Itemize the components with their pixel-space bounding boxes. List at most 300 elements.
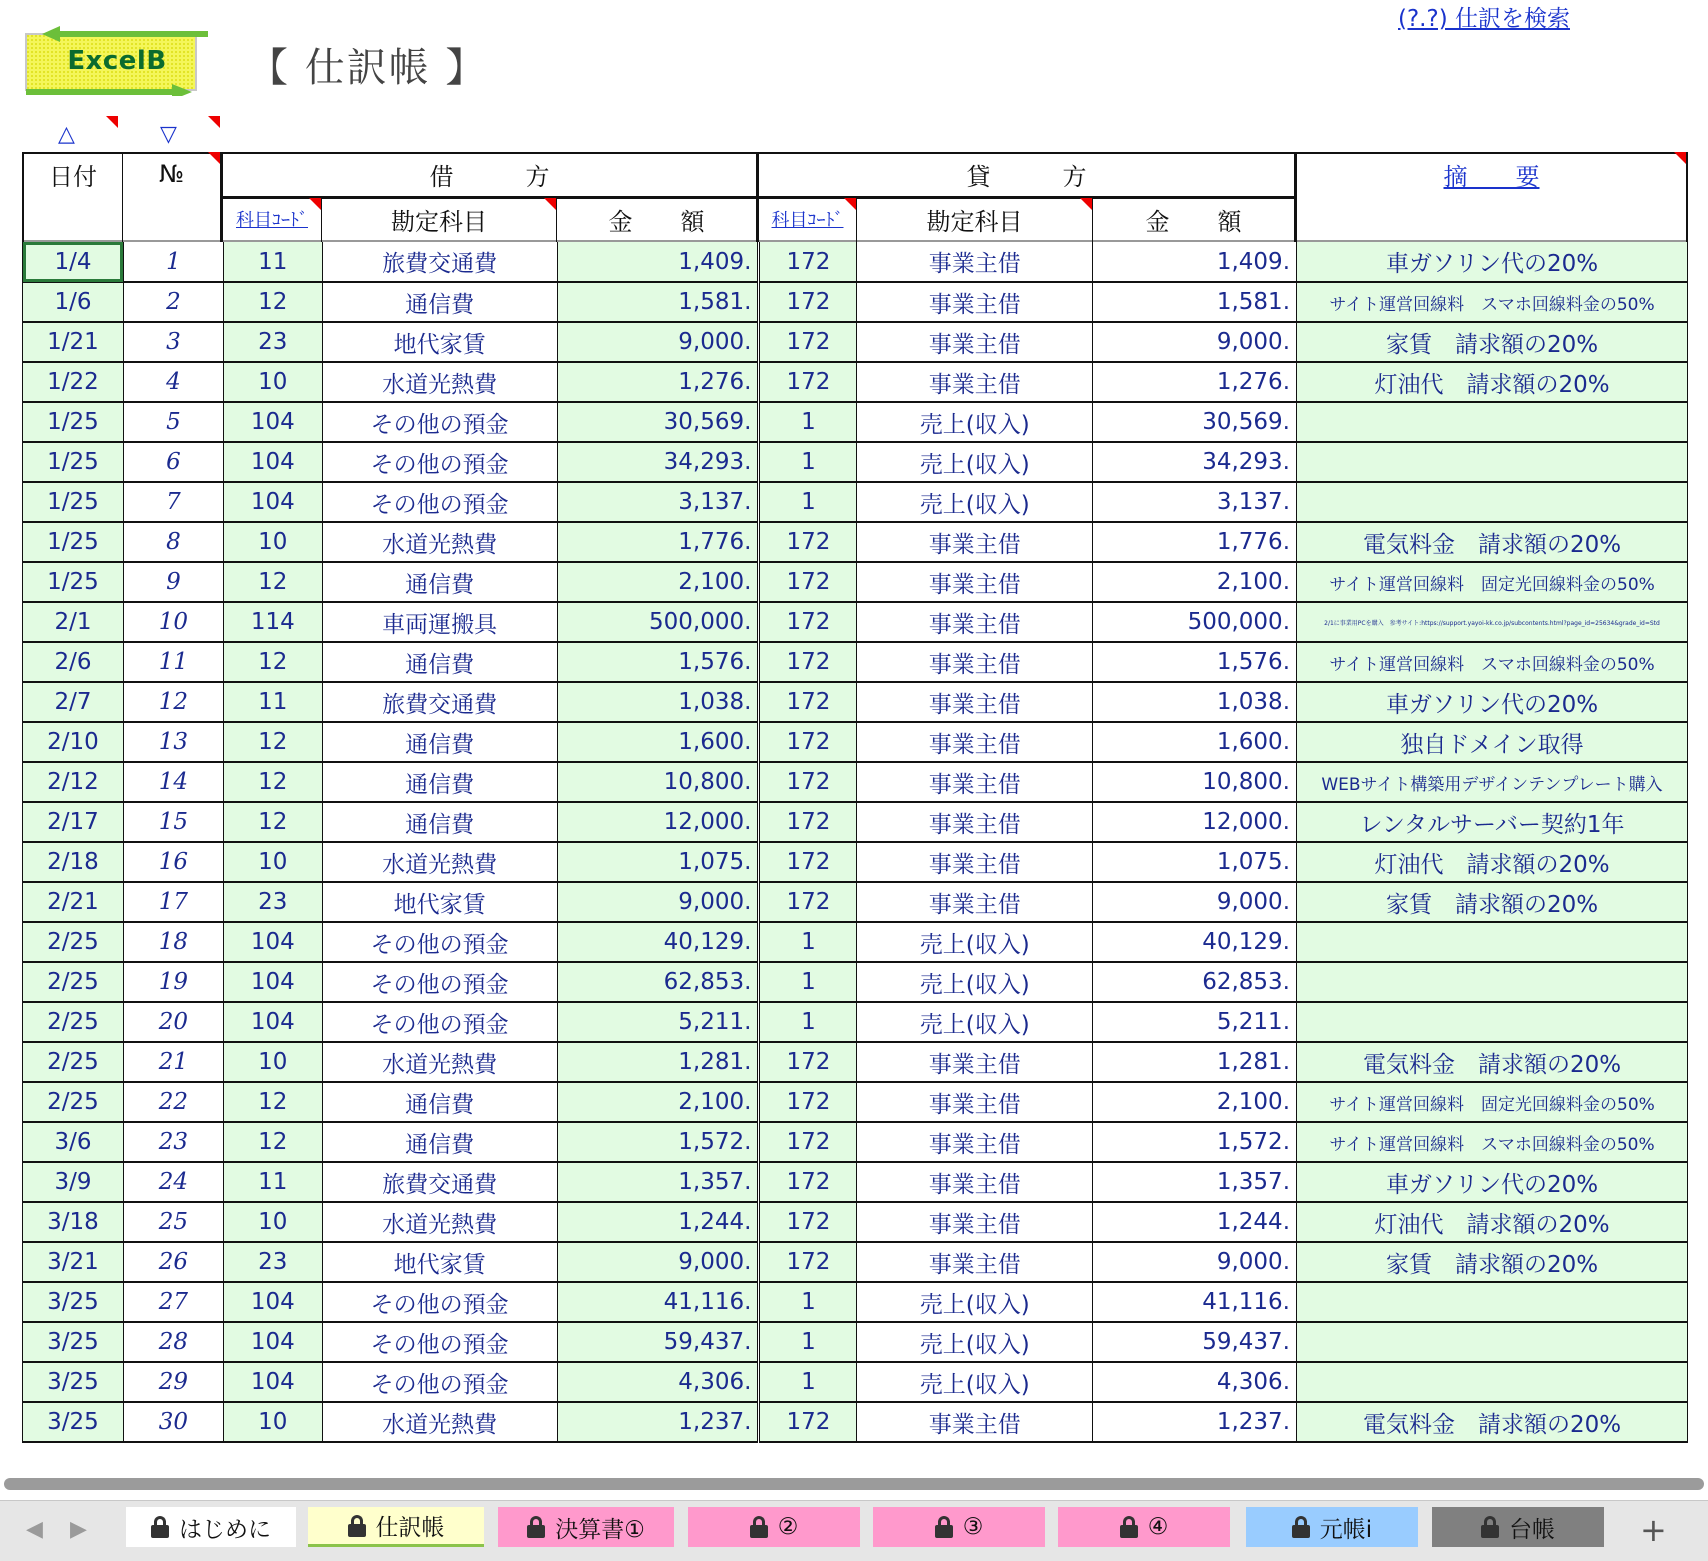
credit-account-cell[interactable]: 売上(収入) bbox=[857, 922, 1093, 962]
date-cell[interactable]: 3/6 bbox=[23, 1122, 124, 1162]
credit-code-cell[interactable]: 1 bbox=[759, 442, 857, 482]
entry-number-cell[interactable]: 11 bbox=[123, 642, 223, 682]
entry-number-cell[interactable]: 27 bbox=[123, 1282, 223, 1322]
date-cell[interactable]: 2/7 bbox=[23, 682, 124, 722]
credit-account-cell[interactable]: 売上(収入) bbox=[857, 1282, 1093, 1322]
summary-cell[interactable]: 車ガソリン代の20% bbox=[1297, 682, 1688, 722]
credit-account-cell[interactable]: 事業主借 bbox=[857, 762, 1093, 802]
summary-cell[interactable] bbox=[1297, 1002, 1688, 1042]
date-cell[interactable]: 3/25 bbox=[23, 1282, 124, 1322]
entry-number-cell[interactable]: 14 bbox=[123, 762, 223, 802]
date-cell[interactable]: 2/18 bbox=[23, 842, 124, 882]
entry-number-cell[interactable]: 17 bbox=[123, 882, 223, 922]
summary-cell[interactable] bbox=[1297, 962, 1688, 1002]
summary-cell[interactable]: 灯油代 請求額の20% bbox=[1297, 362, 1688, 402]
credit-account-cell[interactable]: 事業主借 bbox=[857, 802, 1093, 842]
add-sheet-button[interactable]: + bbox=[1640, 1511, 1667, 1549]
debit-amount-cell[interactable]: 500,000. bbox=[557, 602, 759, 642]
debit-amount-cell[interactable]: 9,000. bbox=[557, 322, 759, 362]
entry-number-cell[interactable]: 1 bbox=[123, 242, 223, 282]
debit-account-cell[interactable]: 通信費 bbox=[322, 282, 557, 322]
credit-code-cell[interactable]: 172 bbox=[759, 842, 857, 882]
entry-number-cell[interactable]: 29 bbox=[123, 1362, 223, 1402]
debit-code-cell[interactable]: 12 bbox=[223, 642, 322, 682]
credit-amount-cell[interactable]: 1,572. bbox=[1093, 1122, 1297, 1162]
credit-account-cell[interactable]: 事業主借 bbox=[857, 602, 1093, 642]
debit-code-cell[interactable]: 23 bbox=[223, 882, 322, 922]
credit-account-cell[interactable]: 売上(収入) bbox=[857, 1002, 1093, 1042]
credit-account-cell[interactable]: 事業主借 bbox=[857, 1242, 1093, 1282]
credit-account-cell[interactable]: 事業主借 bbox=[857, 882, 1093, 922]
entry-number-cell[interactable]: 16 bbox=[123, 842, 223, 882]
debit-amount-cell[interactable]: 1,572. bbox=[557, 1122, 759, 1162]
debit-code-cell[interactable]: 12 bbox=[223, 802, 322, 842]
summary-cell[interactable]: 車ガソリン代の20% bbox=[1297, 1162, 1688, 1202]
debit-amount-cell[interactable]: 2,100. bbox=[557, 1082, 759, 1122]
debit-code-cell[interactable]: 104 bbox=[223, 922, 322, 962]
summary-cell[interactable] bbox=[1297, 482, 1688, 522]
credit-code-cell[interactable]: 172 bbox=[759, 322, 857, 362]
debit-account-cell[interactable]: 通信費 bbox=[322, 642, 557, 682]
debit-account-cell[interactable]: その他の預金 bbox=[322, 1322, 557, 1362]
table-row bbox=[23, 282, 1688, 322]
date-cell[interactable]: 1/21 bbox=[23, 322, 124, 362]
summary-cell[interactable]: レンタルサーバー契約1年 bbox=[1297, 802, 1688, 842]
summary-cell[interactable]: 家賃 請求額の20% bbox=[1297, 322, 1688, 362]
debit-code-cell[interactable]: 12 bbox=[223, 282, 322, 322]
debit-account-cell[interactable]: 通信費 bbox=[322, 1082, 557, 1122]
credit-amount-cell[interactable]: 1,357. bbox=[1093, 1162, 1297, 1202]
credit-code-cell[interactable]: 172 bbox=[759, 362, 857, 402]
tab-next-arrow-icon[interactable]: ▶ bbox=[70, 1517, 87, 1542]
debit-amount-cell[interactable]: 30,569. bbox=[557, 402, 759, 442]
debit-code-cell[interactable]: 10 bbox=[223, 1042, 322, 1082]
debit-code-cell[interactable]: 104 bbox=[223, 482, 322, 522]
sort-descending-button[interactable]: ▽ bbox=[160, 122, 177, 147]
credit-code-cell[interactable]: 1 bbox=[759, 922, 857, 962]
credit-code-cell[interactable]: 172 bbox=[759, 562, 857, 602]
debit-code-column-link[interactable]: 科目ｺｰﾄﾞ bbox=[236, 210, 308, 231]
entry-number-cell[interactable]: 21 bbox=[123, 1042, 223, 1082]
credit-account-cell[interactable]: 事業主借 bbox=[857, 562, 1093, 602]
excelb-logo[interactable] bbox=[22, 26, 212, 96]
credit-code-cell[interactable]: 172 bbox=[759, 522, 857, 562]
summary-cell[interactable] bbox=[1297, 442, 1688, 482]
credit-account-cell[interactable]: 売上(収入) bbox=[857, 482, 1093, 522]
summary-cell[interactable]: WEBサイト構築用デザインテンプレート購入 bbox=[1297, 762, 1688, 802]
debit-code-cell[interactable]: 104 bbox=[223, 1362, 322, 1402]
credit-account-cell[interactable]: 事業主借 bbox=[857, 282, 1093, 322]
entry-number-cell[interactable]: 30 bbox=[123, 1402, 223, 1442]
summary-cell[interactable]: 家賃 請求額の20% bbox=[1297, 1242, 1688, 1282]
date-cell[interactable]: 3/9 bbox=[23, 1162, 124, 1202]
debit-code-cell[interactable]: 114 bbox=[223, 602, 322, 642]
debit-code-cell[interactable]: 104 bbox=[223, 1002, 322, 1042]
debit-code-cell[interactable]: 23 bbox=[223, 1242, 322, 1282]
entry-number-cell[interactable]: 13 bbox=[123, 722, 223, 762]
summary-cell[interactable] bbox=[1297, 1322, 1688, 1362]
summary-cell[interactable]: 電気料金 請求額の20% bbox=[1297, 1402, 1688, 1442]
credit-amount-cell[interactable]: 3,137. bbox=[1093, 482, 1297, 522]
table-row bbox=[23, 642, 1688, 682]
debit-amount-cell[interactable]: 1,038. bbox=[557, 682, 759, 722]
date-cell[interactable]: 1/25 bbox=[23, 442, 124, 482]
debit-amount-cell[interactable]: 10,800. bbox=[557, 762, 759, 802]
credit-code-cell[interactable]: 172 bbox=[759, 282, 857, 322]
debit-code-cell[interactable]: 11 bbox=[223, 682, 322, 722]
summary-cell[interactable]: サイト運営回線料 スマホ回線料金の50% bbox=[1297, 282, 1688, 322]
credit-account-cell[interactable]: 事業主借 bbox=[857, 1082, 1093, 1122]
credit-code-cell[interactable]: 1 bbox=[759, 402, 857, 442]
credit-account-cell[interactable]: 売上(収入) bbox=[857, 1322, 1093, 1362]
sheet-tab[interactable] bbox=[308, 1507, 484, 1547]
date-cell[interactable]: 1/25 bbox=[23, 402, 124, 442]
debit-code-cell[interactable]: 11 bbox=[223, 1162, 322, 1202]
search-journal-link[interactable]: (?.?) 仕訳を検索 bbox=[1398, 6, 1570, 32]
debit-account-cell[interactable]: その他の預金 bbox=[322, 962, 557, 1002]
debit-amount-cell[interactable]: 12,000. bbox=[557, 802, 759, 842]
credit-code-cell[interactable]: 172 bbox=[759, 802, 857, 842]
entry-number-cell[interactable]: 18 bbox=[123, 922, 223, 962]
entry-number-cell[interactable]: 19 bbox=[123, 962, 223, 1002]
debit-account-cell[interactable]: 旅費交通費 bbox=[322, 1162, 557, 1202]
debit-account-cell[interactable]: 通信費 bbox=[322, 802, 557, 842]
credit-amount-cell[interactable]: 2,100. bbox=[1093, 1082, 1297, 1122]
credit-amount-cell[interactable]: 9,000. bbox=[1093, 1242, 1297, 1282]
summary-cell[interactable]: サイト運営回線料 スマホ回線料金の50% bbox=[1297, 642, 1688, 682]
debit-code-cell[interactable]: 10 bbox=[223, 1402, 322, 1442]
debit-code-cell[interactable]: 104 bbox=[223, 1282, 322, 1322]
credit-code-cell[interactable]: 172 bbox=[759, 242, 857, 282]
credit-account-cell[interactable]: 事業主借 bbox=[857, 1042, 1093, 1082]
credit-amount-cell[interactable]: 500,000. bbox=[1093, 602, 1297, 642]
summary-cell[interactable]: 灯油代 請求額の20% bbox=[1297, 1202, 1688, 1242]
summary-cell[interactable]: サイト運営回線料 固定光回線料金の50% bbox=[1297, 1082, 1688, 1122]
debit-code-cell[interactable]: 12 bbox=[223, 562, 322, 602]
credit-code-cell[interactable]: 172 bbox=[759, 602, 857, 642]
debit-amount-cell[interactable]: 41,116. bbox=[557, 1282, 759, 1322]
debit-code-cell[interactable]: 12 bbox=[223, 1122, 322, 1162]
debit-account-cell[interactable]: 水道光熱費 bbox=[322, 522, 557, 562]
date-cell[interactable]: 2/25 bbox=[23, 962, 124, 1002]
date-cell[interactable]: 3/25 bbox=[23, 1322, 124, 1362]
date-cell[interactable]: 1/25 bbox=[23, 522, 124, 562]
debit-amount-cell[interactable]: 1,576. bbox=[557, 642, 759, 682]
debit-account-cell[interactable]: その他の預金 bbox=[322, 922, 557, 962]
credit-account-cell[interactable]: 売上(収入) bbox=[857, 402, 1093, 442]
credit-code-cell[interactable]: 172 bbox=[759, 1402, 857, 1442]
debit-amount-cell[interactable]: 5,211. bbox=[557, 1002, 759, 1042]
debit-account-cell[interactable]: 水道光熱費 bbox=[322, 362, 557, 402]
comment-marker-icon bbox=[106, 116, 118, 128]
debit-account-cell[interactable]: 通信費 bbox=[322, 562, 557, 602]
summary-cell[interactable] bbox=[1297, 922, 1688, 962]
lock-icon bbox=[750, 1516, 768, 1538]
credit-account-cell[interactable]: 事業主借 bbox=[857, 722, 1093, 762]
credit-code-cell[interactable]: 1 bbox=[759, 1322, 857, 1362]
entry-number-cell[interactable]: 12 bbox=[123, 682, 223, 722]
debit-account-cell[interactable]: 水道光熱費 bbox=[322, 1402, 557, 1442]
credit-amount-cell[interactable]: 34,293. bbox=[1093, 442, 1297, 482]
date-cell[interactable]: 2/25 bbox=[23, 1082, 124, 1122]
credit-amount-cell[interactable]: 1,281. bbox=[1093, 1042, 1297, 1082]
date-cell[interactable]: 3/25 bbox=[23, 1402, 124, 1442]
debit-account-cell[interactable]: その他の預金 bbox=[322, 1002, 557, 1042]
entry-number-cell[interactable]: 20 bbox=[123, 1002, 223, 1042]
summary-column-link[interactable]: 摘 要 bbox=[1443, 162, 1540, 191]
debit-account-cell[interactable]: 通信費 bbox=[322, 762, 557, 802]
credit-account-cell[interactable]: 事業主借 bbox=[857, 642, 1093, 682]
debit-amount-cell[interactable]: 1,244. bbox=[557, 1202, 759, 1242]
date-cell[interactable]: 2/12 bbox=[23, 762, 124, 802]
entry-number-cell[interactable]: 5 bbox=[123, 402, 223, 442]
credit-account-cell[interactable]: 事業主借 bbox=[857, 322, 1093, 362]
date-cell[interactable]: 2/1 bbox=[23, 602, 124, 642]
debit-code-cell[interactable]: 104 bbox=[223, 1322, 322, 1362]
sort-ascending-button[interactable]: △ bbox=[58, 122, 75, 147]
credit-amount-cell[interactable]: 1,038. bbox=[1093, 682, 1297, 722]
credit-code-cell[interactable]: 172 bbox=[759, 1042, 857, 1082]
credit-code-cell[interactable]: 1 bbox=[759, 1282, 857, 1322]
credit-code-cell[interactable]: 172 bbox=[759, 722, 857, 762]
credit-account-cell[interactable]: 事業主借 bbox=[857, 1122, 1093, 1162]
credit-amount-cell[interactable]: 1,600. bbox=[1093, 722, 1297, 762]
credit-code-cell[interactable]: 1 bbox=[759, 962, 857, 1002]
debit-amount-cell[interactable]: 34,293. bbox=[557, 442, 759, 482]
debit-code-cell[interactable]: 12 bbox=[223, 1082, 322, 1122]
date-cell[interactable]: 2/25 bbox=[23, 1042, 124, 1082]
credit-amount-cell[interactable]: 2,100. bbox=[1093, 562, 1297, 602]
debit-account-cell[interactable]: 通信費 bbox=[322, 722, 557, 762]
debit-code-cell[interactable]: 104 bbox=[223, 402, 322, 442]
credit-account-cell[interactable]: 事業主借 bbox=[857, 682, 1093, 722]
credit-amount-cell[interactable]: 1,581. bbox=[1093, 282, 1297, 322]
debit-account-cell[interactable]: 水道光熱費 bbox=[322, 842, 557, 882]
debit-account-cell[interactable]: 旅費交通費 bbox=[322, 242, 557, 282]
debit-account-cell[interactable]: 水道光熱費 bbox=[322, 1042, 557, 1082]
date-cell[interactable]: 2/25 bbox=[23, 1002, 124, 1042]
debit-amount-cell[interactable]: 40,129. bbox=[557, 922, 759, 962]
credit-account-cell[interactable]: 売上(収入) bbox=[857, 1362, 1093, 1402]
debit-code-cell[interactable]: 23 bbox=[223, 322, 322, 362]
summary-cell[interactable] bbox=[1297, 1362, 1688, 1402]
credit-amount-cell[interactable]: 1,244. bbox=[1093, 1202, 1297, 1242]
summary-cell[interactable]: サイト運営回線料 スマホ回線料金の50% bbox=[1297, 1122, 1688, 1162]
debit-code-cell[interactable]: 104 bbox=[223, 442, 322, 482]
debit-account-cell[interactable]: その他の預金 bbox=[322, 442, 557, 482]
credit-amount-cell[interactable]: 5,211. bbox=[1093, 1002, 1297, 1042]
debit-amount-cell[interactable]: 1,357. bbox=[557, 1162, 759, 1202]
sheet-tab[interactable] bbox=[498, 1507, 674, 1547]
debit-amount-cell[interactable]: 1,237. bbox=[557, 1402, 759, 1442]
credit-code-cell[interactable]: 172 bbox=[759, 1242, 857, 1282]
summary-cell[interactable]: 電気料金 請求額の20% bbox=[1297, 522, 1688, 562]
credit-code-cell[interactable]: 172 bbox=[759, 1162, 857, 1202]
entry-number-cell[interactable]: 15 bbox=[123, 802, 223, 842]
entry-number-cell[interactable]: 28 bbox=[123, 1322, 223, 1362]
date-cell[interactable]: 3/21 bbox=[23, 1242, 124, 1282]
debit-amount-cell[interactable]: 1,581. bbox=[557, 282, 759, 322]
summary-cell[interactable] bbox=[1297, 1282, 1688, 1322]
debit-amount-cell[interactable]: 62,853. bbox=[557, 962, 759, 1002]
debit-amount-cell[interactable]: 59,437. bbox=[557, 1322, 759, 1362]
credit-account-cell[interactable]: 事業主借 bbox=[857, 242, 1093, 282]
debit-account-cell[interactable]: その他の預金 bbox=[322, 1362, 557, 1402]
debit-amount-cell[interactable]: 2,100. bbox=[557, 562, 759, 602]
credit-account-cell[interactable]: 売上(収入) bbox=[857, 442, 1093, 482]
date-cell[interactable]: 1/25 bbox=[23, 482, 124, 522]
debit-amount-cell[interactable]: 1,075. bbox=[557, 842, 759, 882]
sheet-tab[interactable] bbox=[1058, 1507, 1230, 1547]
entry-number-cell[interactable]: 9 bbox=[123, 562, 223, 602]
credit-amount-cell[interactable]: 40,129. bbox=[1093, 922, 1297, 962]
entry-number-cell[interactable]: 24 bbox=[123, 1162, 223, 1202]
credit-code-cell[interactable]: 1 bbox=[759, 1002, 857, 1042]
credit-amount-cell[interactable]: 10,800. bbox=[1093, 762, 1297, 802]
sheet-tab[interactable] bbox=[873, 1507, 1045, 1547]
summary-cell[interactable]: サイト運営回線料 固定光回線料金の50% bbox=[1297, 562, 1688, 602]
entry-number-cell[interactable]: 8 bbox=[123, 522, 223, 562]
debit-account-cell[interactable]: 地代家賃 bbox=[322, 1242, 557, 1282]
credit-code-cell[interactable]: 172 bbox=[759, 682, 857, 722]
debit-code-cell[interactable]: 10 bbox=[223, 362, 322, 402]
sheet-tab[interactable] bbox=[688, 1507, 860, 1547]
lock-icon bbox=[935, 1516, 953, 1538]
debit-account-cell[interactable]: 地代家賃 bbox=[322, 322, 557, 362]
sheet-tab[interactable] bbox=[126, 1507, 296, 1547]
credit-amount-cell[interactable]: 1,237. bbox=[1093, 1402, 1297, 1442]
credit-amount-cell[interactable]: 1,075. bbox=[1093, 842, 1297, 882]
debit-code-cell[interactable]: 10 bbox=[223, 1202, 322, 1242]
summary-cell[interactable]: 電気料金 請求額の20% bbox=[1297, 1042, 1688, 1082]
date-cell[interactable]: 3/18 bbox=[23, 1202, 124, 1242]
date-cell[interactable]: 1/6 bbox=[23, 282, 124, 322]
summary-cell[interactable]: 独自ドメイン取得 bbox=[1297, 722, 1688, 762]
debit-amount-cell[interactable]: 1,281. bbox=[557, 1042, 759, 1082]
credit-code-cell[interactable]: 172 bbox=[759, 1122, 857, 1162]
lock-icon bbox=[151, 1516, 169, 1538]
credit-amount-cell[interactable]: 30,569. bbox=[1093, 402, 1297, 442]
date-column-header: 日付 bbox=[49, 162, 97, 191]
date-cell[interactable]: 1/22 bbox=[23, 362, 124, 402]
debit-amount-cell[interactable]: 4,306. bbox=[557, 1362, 759, 1402]
entry-number-cell[interactable]: 3 bbox=[123, 322, 223, 362]
debit-code-cell[interactable]: 11 bbox=[223, 242, 322, 282]
credit-amount-cell[interactable]: 59,437. bbox=[1093, 1322, 1297, 1362]
credit-amount-cell[interactable]: 12,000. bbox=[1093, 802, 1297, 842]
summary-cell[interactable]: 車ガソリン代の20% bbox=[1297, 242, 1688, 282]
credit-code-cell[interactable]: 172 bbox=[759, 1202, 857, 1242]
entry-number-cell[interactable]: 6 bbox=[123, 442, 223, 482]
credit-amount-cell[interactable]: 62,853. bbox=[1093, 962, 1297, 1002]
entry-number-cell[interactable]: 25 bbox=[123, 1202, 223, 1242]
credit-amount-cell[interactable]: 1,409. bbox=[1093, 242, 1297, 282]
entry-number-cell[interactable]: 26 bbox=[123, 1242, 223, 1282]
lock-icon bbox=[1292, 1516, 1310, 1538]
credit-amount-cell[interactable]: 4,306. bbox=[1093, 1362, 1297, 1402]
debit-code-cell[interactable]: 10 bbox=[223, 842, 322, 882]
credit-amount-cell[interactable]: 1,776. bbox=[1093, 522, 1297, 562]
date-cell[interactable]: 2/21 bbox=[23, 882, 124, 922]
tab-prev-arrow-icon[interactable]: ◀ bbox=[26, 1517, 43, 1542]
credit-amount-cell[interactable]: 1,576. bbox=[1093, 642, 1297, 682]
debit-account-cell[interactable]: 車両運搬具 bbox=[322, 602, 557, 642]
entry-number-cell[interactable]: 23 bbox=[123, 1122, 223, 1162]
debit-code-cell[interactable]: 12 bbox=[223, 762, 322, 802]
debit-account-cell[interactable]: 水道光熱費 bbox=[322, 1202, 557, 1242]
entry-number-cell[interactable]: 7 bbox=[123, 482, 223, 522]
credit-account-cell[interactable]: 事業主借 bbox=[857, 522, 1093, 562]
debit-account-cell[interactable]: その他の預金 bbox=[322, 1282, 557, 1322]
credit-amount-cell[interactable]: 9,000. bbox=[1093, 882, 1297, 922]
debit-account-cell[interactable]: 地代家賃 bbox=[322, 882, 557, 922]
debit-amount-cell[interactable]: 9,000. bbox=[557, 1242, 759, 1282]
date-cell[interactable]: 2/17 bbox=[23, 802, 124, 842]
summary-cell[interactable] bbox=[1297, 402, 1688, 442]
date-cell[interactable]: 1/25 bbox=[23, 562, 124, 602]
credit-account-cell[interactable]: 売上(収入) bbox=[857, 962, 1093, 1002]
credit-account-cell[interactable]: 事業主借 bbox=[857, 362, 1093, 402]
credit-code-cell[interactable]: 172 bbox=[759, 762, 857, 802]
horizontal-scrollbar[interactable] bbox=[4, 1478, 1704, 1490]
credit-code-cell[interactable]: 172 bbox=[759, 882, 857, 922]
summary-cell[interactable]: 2/1に事業用PCを購入 参考サイト:https://support.yayoi-kk.co.jp/subcontents.html?page_id=25634&grade_id=Std bbox=[1297, 602, 1688, 642]
sheet-tab[interactable] bbox=[1432, 1507, 1604, 1547]
credit-account-cell[interactable]: 事業主借 bbox=[857, 1202, 1093, 1242]
debit-account-cell[interactable]: 旅費交通費 bbox=[322, 682, 557, 722]
date-cell[interactable]: 2/10 bbox=[23, 722, 124, 762]
credit-amount-cell[interactable]: 1,276. bbox=[1093, 362, 1297, 402]
entry-number-cell[interactable]: 22 bbox=[123, 1082, 223, 1122]
credit-code-cell[interactable]: 172 bbox=[759, 1082, 857, 1122]
credit-code-cell[interactable]: 172 bbox=[759, 642, 857, 682]
sheet-tab[interactable] bbox=[1246, 1507, 1418, 1547]
lock-icon bbox=[348, 1515, 366, 1537]
entry-number-cell[interactable]: 4 bbox=[123, 362, 223, 402]
date-cell[interactable]: 3/25 bbox=[23, 1362, 124, 1402]
credit-code-column-link[interactable]: 科目ｺｰﾄﾞ bbox=[771, 210, 844, 231]
date-cell[interactable]: 2/25 bbox=[23, 922, 124, 962]
debit-amount-cell[interactable]: 1,776. bbox=[557, 522, 759, 562]
entry-number-cell[interactable]: 10 bbox=[123, 602, 223, 642]
date-cell[interactable]: 1/4 bbox=[23, 242, 124, 282]
date-cell[interactable]: 2/6 bbox=[23, 642, 124, 682]
debit-amount-cell[interactable]: 1,409. bbox=[557, 242, 759, 282]
debit-code-cell[interactable]: 10 bbox=[223, 522, 322, 562]
summary-cell[interactable]: 家賃 請求額の20% bbox=[1297, 882, 1688, 922]
credit-amount-cell[interactable]: 41,116. bbox=[1093, 1282, 1297, 1322]
credit-code-cell[interactable]: 1 bbox=[759, 482, 857, 522]
credit-amount-cell[interactable]: 9,000. bbox=[1093, 322, 1297, 362]
summary-cell[interactable]: 灯油代 請求額の20% bbox=[1297, 842, 1688, 882]
credit-account-cell[interactable]: 事業主借 bbox=[857, 1162, 1093, 1202]
debit-amount-cell[interactable]: 3,137. bbox=[557, 482, 759, 522]
credit-account-cell[interactable]: 事業主借 bbox=[857, 1402, 1093, 1442]
debit-code-cell[interactable]: 12 bbox=[223, 722, 322, 762]
sheet-tab-label: 仕訳帳 bbox=[375, 1515, 445, 1541]
debit-account-cell[interactable]: その他の預金 bbox=[322, 402, 557, 442]
debit-account-cell[interactable]: その他の預金 bbox=[322, 482, 557, 522]
debit-code-cell[interactable]: 104 bbox=[223, 962, 322, 1002]
entry-number-cell[interactable]: 2 bbox=[123, 282, 223, 322]
debit-amount-cell[interactable]: 1,600. bbox=[557, 722, 759, 762]
credit-account-cell[interactable]: 事業主借 bbox=[857, 842, 1093, 882]
debit-amount-cell[interactable]: 9,000. bbox=[557, 882, 759, 922]
credit-code-cell[interactable]: 1 bbox=[759, 1362, 857, 1402]
debit-amount-cell[interactable]: 1,276. bbox=[557, 362, 759, 402]
debit-account-cell[interactable]: 通信費 bbox=[322, 1122, 557, 1162]
table-row bbox=[23, 1322, 1688, 1362]
